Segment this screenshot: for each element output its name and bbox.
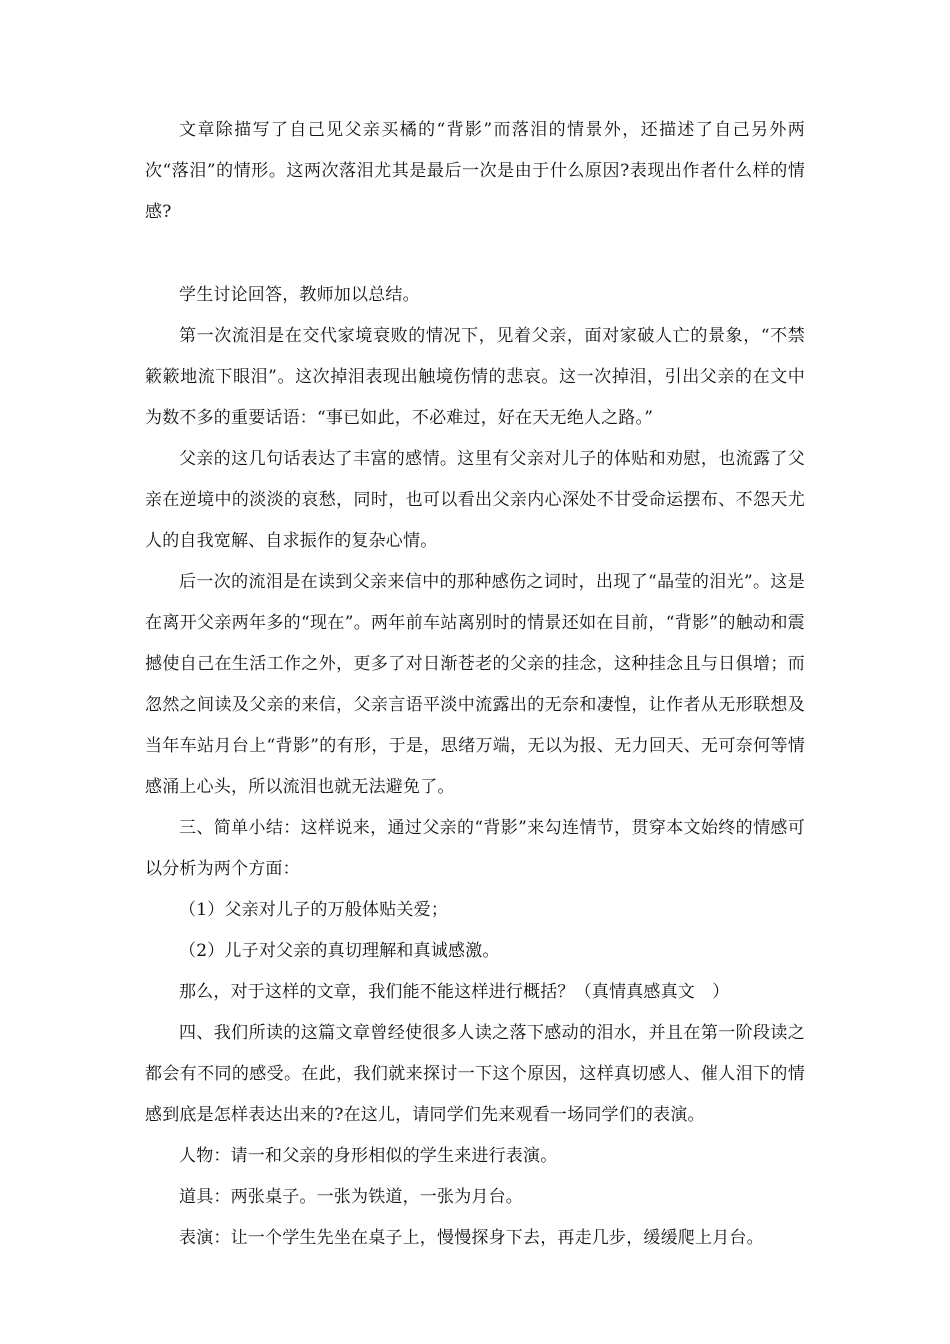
document-body — [145, 110, 805, 1259]
paragraph-last-tears: 后一次的流泪是在读到父亲来信中的那种感伤之词时，出现了“晶莹的泪光”。这是在离开父亲两年多的“现在”。两年前车站离别时的情景还如在目前，“背影”的触动和震撼使自己在生活工作之外，更多了对日渐苍老的父亲的挂念，这种挂念且与日俱增；而忽然之间读及父亲的来信，父亲言语平淡中流露出的无奈和凄惶，让作者从无形联想及当年车站月台上“背影”的有形，于是，思绪万端，无以为报、无力回天、无可奈何等情感涌上心头，所以流泪也就无法避免了。 — [145, 572, 805, 797]
paragraph-generalization: 那么，对于这样的文章，我们能不能这样进行概括？（真情真感真文 ） — [179, 982, 730, 1002]
paragraph-discussion: 学生讨论回答，教师加以总结。 — [179, 285, 420, 305]
paragraph-first-tears: 第一次流泪是在交代家境衰败的情况下，见着父亲，面对家破人亡的景象，“不禁簌簌地流下眼泪”。这次掉泪表现出触境伤情的悲哀。这一次掉泪，引出父亲的在文中为数不多的重要话语：“事已如此，不必难过，好在天无绝人之路。” — [145, 326, 805, 428]
list-item-son-gratitude: （2）儿子对父亲的真切理解和真诚感激。 — [179, 941, 500, 961]
paragraph-question: 文章除描写了自己见父亲买橘的“背影”而落泪的情景外，还描述了自己另外两次“落泪”的情形。这两次落泪尤其是最后一次是由于什么原因?表现出作者什么样的情感? — [145, 120, 805, 222]
paragraph-father-words: 父亲的这几句话表达了丰富的感情。这里有父亲对儿子的体贴和劝慰，也流露了父亲在逆境中的淡淡的哀愁，同时，也可以看出父亲内心深处不甘受命运摆布、不怨天尤人的自我宽解、自求振作的复杂心情。 — [145, 449, 805, 551]
paragraph-characters: 人物：请一和父亲的身形相似的学生来进行表演。 — [179, 1146, 558, 1166]
list-item-father-love: （1）父亲对儿子的万般体贴关爱； — [179, 900, 449, 920]
paragraph-spacer — [145, 233, 805, 275]
paragraph-summary: 三、简单小结：这样说来，通过父亲的“背影”来勾连情节，贯穿本文始终的情感可以分析为两个方面： — [145, 818, 805, 879]
paragraph-performance: 表演：让一个学生先坐在桌子上，慢慢探身下去，再走几步，缓缓爬上月台。 — [179, 1228, 764, 1248]
paragraph-props: 道具：两张桌子。一张为铁道，一张为月台。 — [179, 1187, 523, 1207]
paragraph-section-four: 四、我们所读的这篇文章曾经使很多人读之落下感动的泪水，并且在第一阶段读之都会有不同的感受。在此，我们就来探讨一下这个原因，这样真切感人、催人泪下的情感到底是怎样表达出来的?在这儿，请同学们先来观看一场同学们的表演。 — [145, 1023, 805, 1125]
